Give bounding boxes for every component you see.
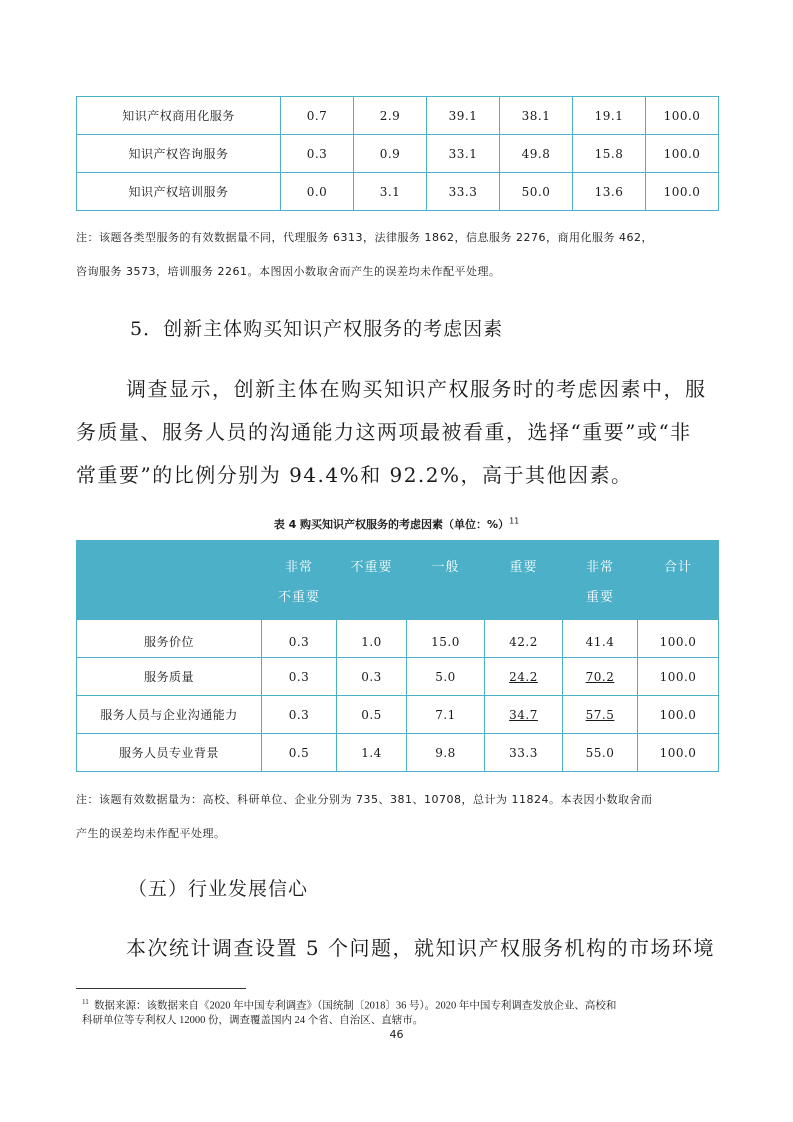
row-label: 服务人员与企业沟通能力 (77, 696, 262, 734)
table-row (77, 658, 719, 696)
paragraph-line: 常重要”的比例分别为 94.4%和 92.2%，高于其他因素。 (76, 463, 633, 487)
footnote-ref: 11 (509, 516, 520, 526)
table-cell: 49.8 (500, 135, 573, 173)
service-share-table (76, 96, 719, 211)
body-paragraph: 本次统计调查设置 5 个问题，就知识产权服务机构的市场环境 (126, 936, 715, 960)
note-line: 产生的误差均未作配平处理。 (76, 827, 226, 840)
consideration-factors-table (76, 540, 719, 772)
note-line: 咨询服务 3573，培训服务 2261。本图因小数取舍而产生的误差均未作配平处理。 (76, 265, 501, 278)
row-label: 知识产权培训服务 (77, 173, 281, 211)
footnote-line (82, 995, 722, 1014)
row-label: 服务价位 (77, 620, 262, 658)
section-heading: 5．创新主体购买知识产权服务的考虑因素 (130, 318, 504, 340)
table-cell: 9.8 (407, 734, 485, 772)
table-row (77, 97, 719, 135)
header-cell: 非常 不重要 (262, 541, 337, 620)
table-row (77, 135, 719, 173)
note-line: 注：该题各类型服务的有效数据量不同，代理服务 6313，法律服务 1862，信息服务 2276，商用化服务 462， (76, 231, 653, 244)
row-label: 服务人员专业背景 (77, 734, 262, 772)
header-empty (77, 541, 262, 620)
row-label: 知识产权商用化服务 (77, 97, 281, 135)
table-cell: 33.3 (485, 734, 563, 772)
footnote-divider (76, 988, 246, 989)
page-number: 46 (389, 1028, 404, 1041)
table-row (77, 734, 719, 772)
table-cell: 0.3 (262, 658, 337, 696)
table-cell: 38.1 (500, 97, 573, 135)
note-line: 注：该题有效数据量为：高校、科研单位、企业分别为 735、381、10708，总计为 11824。本表因小数取舍而 (76, 793, 653, 806)
table-cell: 13.6 (573, 173, 646, 211)
body-paragraph (76, 373, 736, 488)
table-cell: 0.3 (281, 135, 354, 173)
footnote (82, 995, 722, 1028)
table-cell: 0.3 (262, 696, 337, 734)
table-cell: 1.0 (337, 620, 407, 658)
table-cell: 34.7 (485, 696, 563, 734)
header-cell: 一般 (407, 541, 485, 620)
table-cell: 15.0 (407, 620, 485, 658)
table-cell: 41.4 (563, 620, 638, 658)
row-label: 知识产权咨询服务 (77, 135, 281, 173)
table-cell: 100.0 (646, 173, 719, 211)
section-heading: （五）行业发展信心 (128, 878, 309, 900)
header-cell: 非常 重要 (563, 541, 638, 620)
table-cell: 1.4 (337, 734, 407, 772)
table-row (77, 620, 719, 658)
table-cell: 100.0 (638, 620, 719, 658)
table-cell: 100.0 (638, 734, 719, 772)
footnote-text: 数据来源：该数据来自《2020 年中国专利调查》（国统制〔2018〕36 号）。2020 年中国专利调查发放企业、高校和 (94, 1000, 617, 1012)
table-cell: 0.3 (337, 658, 407, 696)
table-cell: 5.0 (407, 658, 485, 696)
table-cell: 19.1 (573, 97, 646, 135)
header-cell: 合计 (638, 541, 719, 620)
table-cell: 0.5 (337, 696, 407, 734)
table-cell: 24.2 (485, 658, 563, 696)
table-cell: 2.9 (354, 97, 427, 135)
table-cell: 3.1 (354, 173, 427, 211)
header-cell: 不重要 (337, 541, 407, 620)
table-note (76, 793, 736, 840)
paragraph-line: 调查显示，创新主体在购买知识产权服务时的考虑因素中，服 (126, 377, 707, 401)
table-header-row (77, 541, 719, 620)
caption-text: 表 4 购买知识产权服务的考虑因素（单位：%） (273, 518, 510, 531)
table-cell: 70.2 (563, 658, 638, 696)
table-cell: 0.7 (281, 97, 354, 135)
table-row (77, 696, 719, 734)
table-cell: 0.9 (354, 135, 427, 173)
table-cell: 33.1 (427, 135, 500, 173)
table-cell: 50.0 (500, 173, 573, 211)
table-cell: 0.5 (262, 734, 337, 772)
table-cell: 0.0 (281, 173, 354, 211)
table-row (77, 173, 719, 211)
table-cell: 0.3 (262, 620, 337, 658)
table-cell: 100.0 (646, 97, 719, 135)
table-cell: 33.3 (427, 173, 500, 211)
table-cell: 55.0 (563, 734, 638, 772)
header-cell: 重要 (485, 541, 563, 620)
table-cell: 100.0 (638, 658, 719, 696)
table-cell: 42.2 (485, 620, 563, 658)
table-cell: 100.0 (638, 696, 719, 734)
footnote-mark: 11 (82, 998, 89, 1006)
table-cell: 57.5 (563, 696, 638, 734)
paragraph-line: 务质量、服务人员的沟通能力这两项最被看重，选择“重要”或“非 (76, 420, 692, 444)
table-cell: 100.0 (646, 135, 719, 173)
table-cell: 15.8 (573, 135, 646, 173)
table-caption (0, 516, 793, 532)
table-cell: 7.1 (407, 696, 485, 734)
row-label: 服务质量 (77, 658, 262, 696)
table-cell: 39.1 (427, 97, 500, 135)
table-note (76, 231, 736, 278)
footnote-line: 科研单位等专利权人 12000 份，调查覆盖国内 24 个省、自治区、直辖市。 (82, 1014, 424, 1026)
